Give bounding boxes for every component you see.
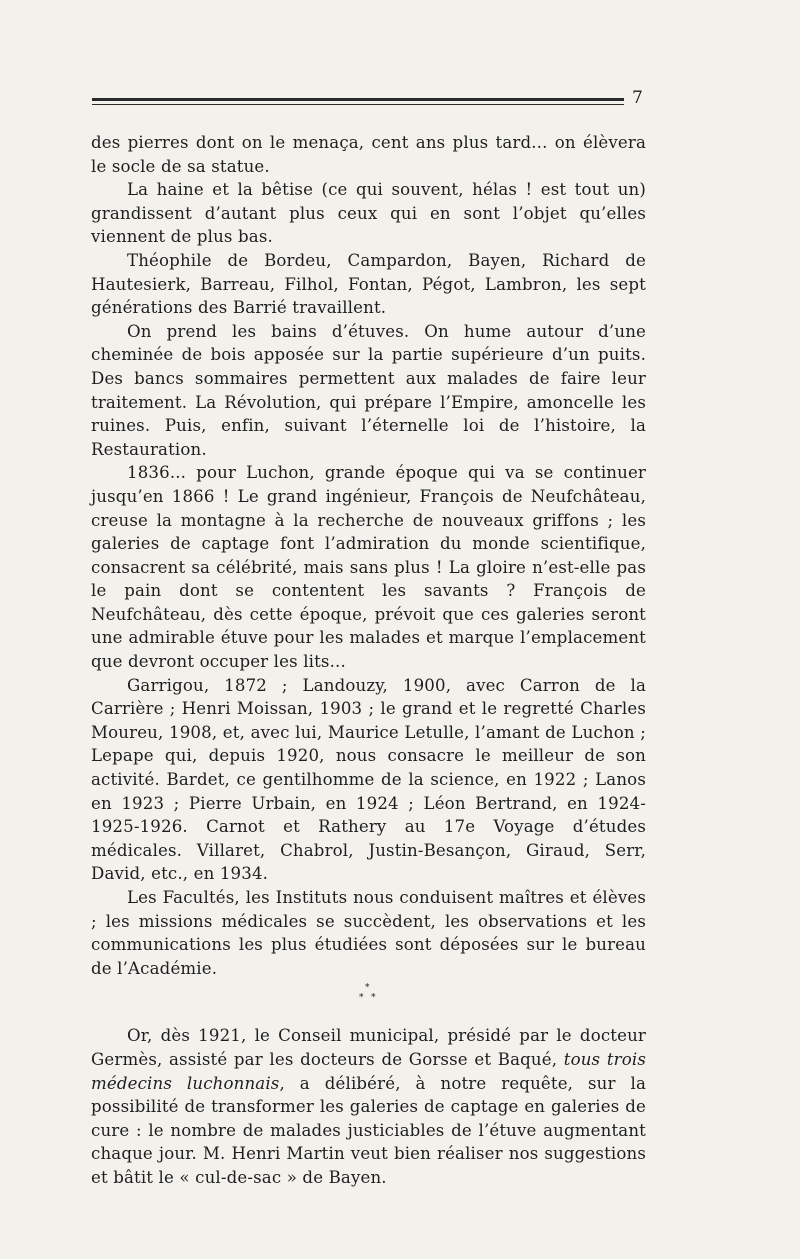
paragraph: des pierres dont on le menaça, cent ans plus tard... on élèvera le socle de sa statue. bbox=[91, 133, 646, 176]
asterisk-icon: * bbox=[359, 993, 364, 1004]
page-number: 7 bbox=[632, 88, 643, 108]
asterisk-icon: * bbox=[365, 983, 370, 994]
section-break-asterism bbox=[91, 980, 646, 1024]
body-text bbox=[91, 131, 646, 1190]
final-paragraph bbox=[91, 1024, 646, 1189]
final-paragraph-end: , a délibéré, à notre requête, sur la possibilité de transformer les galeries de captage en galeries de cure : le nombre de malades justiciables de l’étuve augmentant chaque jour. M. Henri Martin veut bien réaliser nos suggestions et bâtit le « cul-de-sac » de Bayen. bbox=[91, 1073, 646, 1187]
paragraph: On prend les bains d’étuves. On hume autour d’une cheminée de bois apposée sur la partie supérieure d’un puits. Des bancs sommaires permettent aux malades de faire leur traitement. La Révolution, qui prépare l’Empire, amoncelle les ruines. Puis, enfin, suivant l’éternelle loi de l’histoire, la Restauration. bbox=[91, 321, 646, 459]
paragraph: Théophile de Bordeu, Campardon, Bayen, Richard de Hautesierk, Barreau, Filhol, Fontan, Pégot, Lambron, les sept générations des Barrié travaillent. bbox=[91, 250, 646, 318]
paragraph: La haine et la bêtise (ce qui souvent, hélas ! est tout un) grandissent d’autant plus ceux qui en sont l’objet qu’elles viennent de plus bas. bbox=[91, 180, 646, 247]
final-paragraph-start: Or, dès 1921, le Conseil municipal, présidé par le docteur Germès, assisté par les docteurs de Gorsse et Baqué, bbox=[91, 1026, 646, 1069]
header-rule bbox=[92, 98, 624, 105]
paragraph: Les Facultés, les Instituts nous conduisent maîtres et élèves ; les missions médicales se succèdent, les observations et les communications les plus étudiées sont déposées sur le bureau de l’Académie. bbox=[91, 888, 646, 978]
paragraph: Garrigou, 1872 ; Landouzy, 1900, avec Carron de la Carrière ; Henri Moissan, 1903 ; le grand et le regretté Charles Moureu, 1908, et, avec lui, Maurice Letulle, l’amant de Luchon ; Lepape qui, depuis 1920, nous consacre le meilleur de son activité. Bardet, ce gentilhomme de la science, en 1922 ; Lanos en 1923 ; Pierre Urbain, en 1924 ; Léon Bertrand, en 1924-1925-1926. Carnot et Rathery au 17e Voyage d’études médicales. Villaret, Chabrol, Justin-Besançon, Giraud, Serr, David, etc., en 1934. bbox=[91, 675, 646, 884]
paragraph: 1836... pour Luchon, grande époque qui va se continuer jusqu’en 1866 ! Le grand ingénieur, François de Neufchâteau, creuse la montagne à la recherche de nouveaux griffons ; les galeries de captage font l’admiration du monde scientifique, consacrent sa célébrité, mais sans plus ! La gloire n’est-elle pas le pain dont se contentent les savants ? François de Neufchâteau, dès cette époque, prévoit que ces galeries seront une admirable étuve pour les malades et marque l’emplacement que devront occuper les lits... bbox=[91, 463, 646, 672]
italic-phrase: tous trois médecins luchonnais bbox=[91, 1049, 646, 1093]
asterisk-icon: * bbox=[371, 993, 376, 1004]
